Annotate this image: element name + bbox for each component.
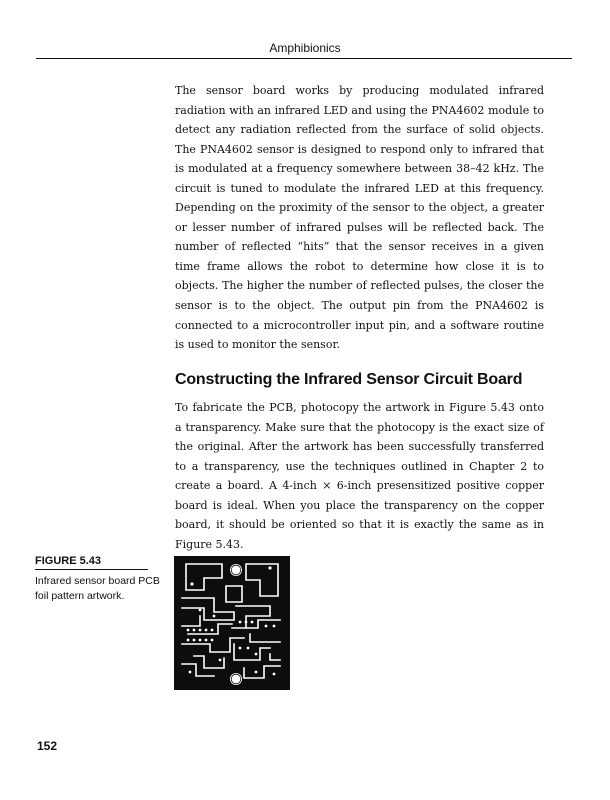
caption-rule: [35, 569, 148, 570]
figure-label: FIGURE 5.43: [35, 555, 102, 567]
running-header: Amphibionics: [269, 41, 341, 55]
body-paragraph-fabrication: To fabricate the PCB, photocopy the artwork in Figure 5.43 onto a transparency. Make sure that the photocopy is the exact size of the original. After the artwork has been successfully transferred to a transparency, use the techniques outlined in Chapter 2 to create a board. A 4-inch × 6-inch presensitized positive copper board is ideal. When you place the transparency on the copper board, it should be oriented so that it is exactly the same as in Figure 5.43.: [175, 401, 544, 551]
figure-caption: Infrared sensor board PCB foil pattern artwork.: [35, 575, 160, 602]
page-number: 152: [37, 739, 58, 753]
section-heading: Constructing the Infrared Sensor Circuit Board: [175, 371, 523, 388]
header-rule: [36, 58, 572, 59]
body-paragraph-sensor-board: The sensor board works by producing modulated infrared radiation with an infrared LED and using the PNA4602 module to detect any radiation reflected from the surface of solid objects. The PNA4602 sensor is designed to respond only to infrared that is modulated at a frequency somewhere between 38–42 kHz. The circuit is tuned to modulate the infrared LED at this frequency. Depending on the proximity of the sensor to the object, a greater or lesser number of infrared pulses will be reflected back. The number of reflected “hits” that the sensor receives in a given time frame allows the robot to determine how close it is to objects. The higher the number of reflected pulses, the closer the sensor is to the object. The output pin from the PNA4602 is connected to a microcontroller input pin, and a software routine is used to monitor the sensor.: [175, 84, 544, 352]
pcb-foil-artwork: [174, 556, 290, 690]
